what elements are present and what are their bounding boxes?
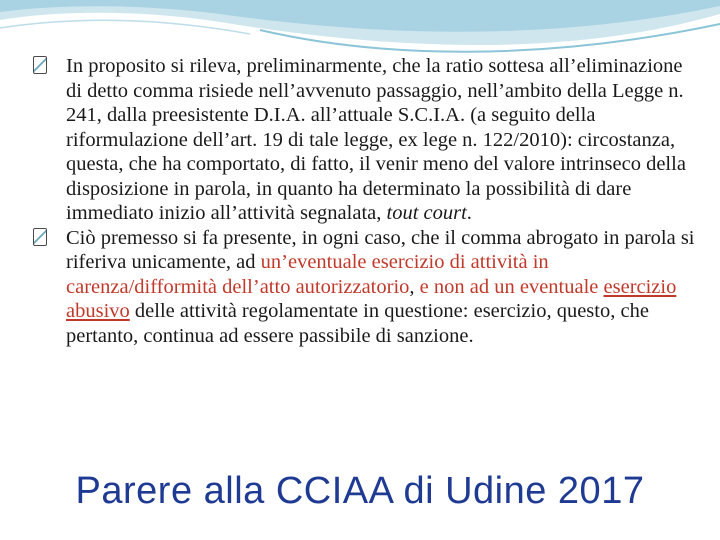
p1-period: . (466, 202, 472, 224)
paragraph-1 (30, 54, 695, 226)
p2-red-text: un’eventuale esercizio di attività in carenza/difformità dell’atto autorizzatorio (66, 251, 549, 298)
slide-body (30, 54, 695, 348)
paragraph-2 (30, 226, 695, 349)
p2-text-end: delle attività regolamentate in questione: esercizio, questo, che pertanto, continua ad essere passibile di sanzione. (66, 300, 649, 347)
p1-text: In proposito si rileva, preliminarmente, che la ratio sottesa all’eliminazione di detto comma risiede nell’avvenuto passaggio, nell’ambito della Legge n. 241, dalla preesistente D.I.A. all’attuale S.C.I.A. (a seguito della riformulazione dell’art. 19 di tale legge, ex lege n. 122/2010): circostanza, questa, che ha comportato, di fatto, il venir meno del valore intrinseco della disposizione in parola, in quanto ha determinato la possibilità di dare immediato inizio all’attività segnalata, (66, 55, 686, 224)
p2-underlined-red-text: esercizio abusivo (66, 275, 677, 322)
slide-footer-title: Parere alla CCIAA di Udine 2017 (75, 470, 645, 512)
p1-italic-text: tout court (386, 202, 467, 224)
p2-comma: , (409, 275, 420, 298)
p2-red-text-2: e non ad un eventuale (419, 275, 604, 298)
checkbox-bullet-icon (30, 56, 50, 76)
p2-text-start: Ciò premesso si fa presente, in ogni caso, che il comma abrogato in parola si riferiva unicamente, ad (66, 226, 695, 273)
checkbox-bullet-icon (30, 228, 50, 248)
